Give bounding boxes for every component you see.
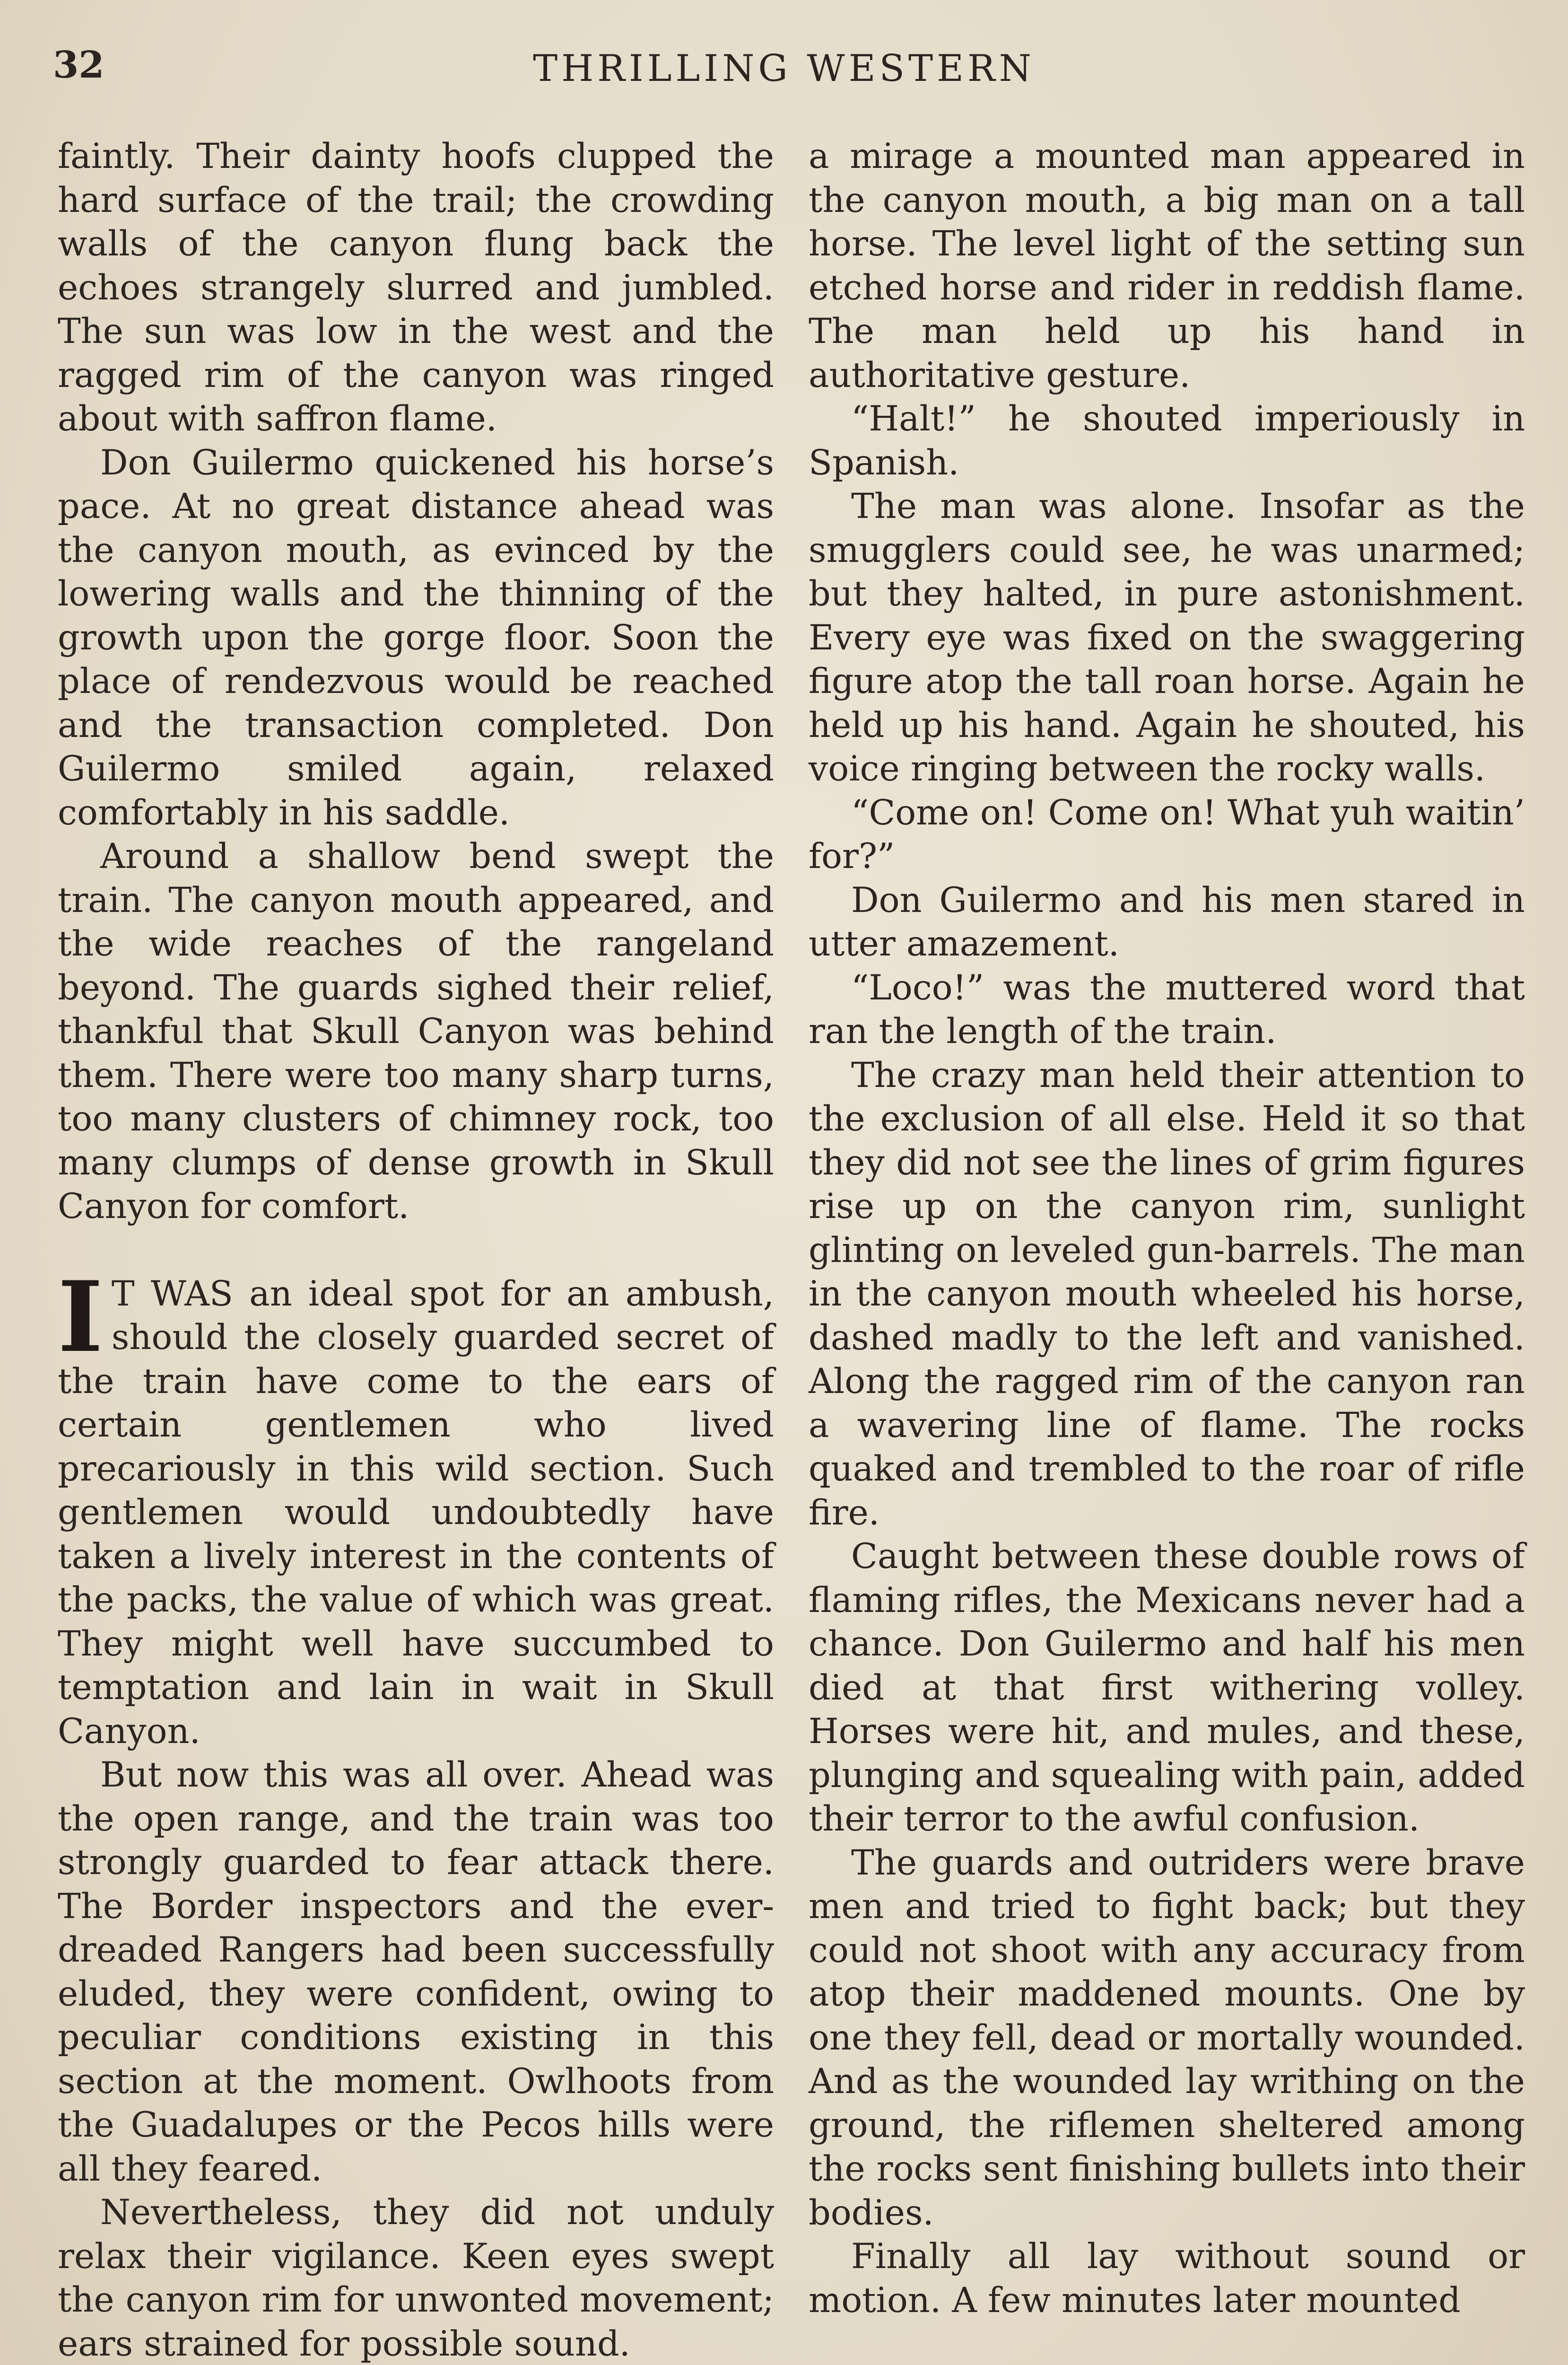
drop-cap: I xyxy=(58,1260,103,1374)
page-number: 32 xyxy=(53,44,105,87)
paragraph: “Halt!” he shouted imperiously in Spanish. xyxy=(809,399,1525,483)
paragraph: The crazy man held their attention to the exclusion of all else. Held it so that they did not see the lines of grim figures rise up on the canyon rim, sunlight glinting on leveled gun-barrels. The man in the canyon mouth wheeled his horse, dashed madly to the left and vanished. Along the ragged rim of the canyon ran a wavering line of flame. The rocks quaked and trembled to the roar of rifle fire. xyxy=(809,1055,1525,1533)
paragraph: a mirage a mounted man appeared in the canyon mouth, a big man on a tall horse. The level light of the setting sun etched horse and rider in reddish flame. The man held up his hand in authoritative gesture. xyxy=(809,136,1525,395)
paragraph: Finally all lay without sound or motion. A few minutes later mounted xyxy=(809,2236,1525,2321)
running-head: THRILLING WESTERN xyxy=(533,47,1035,90)
paragraph: Nevertheless, they did not unduly relax their vigilance. Keen eyes swept the canyon rim for unwonted movement; ears strained for possible sound. xyxy=(58,2192,774,2364)
right-column xyxy=(809,135,1525,2322)
paragraph: “Loco!” was the muttered word that ran the length of the train. xyxy=(809,967,1525,1051)
left-column xyxy=(58,135,774,2365)
paragraph-text: an ideal spot for an ambush, should the closely guarded secret of the train have come to the ears of certain gentlemen who lived precariously in this wild section. Such gentlemen would undoubtedly have taken a lively interest in the contents of the packs, the value of which was great. They might well have succumbed to temptation and lain in wait in Skull Canyon. xyxy=(58,1273,774,1752)
paragraph-dropcap xyxy=(58,1260,774,1754)
paragraph: Don Guilermo and his men stared in utter amazement. xyxy=(809,880,1525,964)
paragraph: Don Guilermo quickened his horse’s pace. At no great distance ahead was the canyon mouth, as evinced by the lowering walls and the thinning of the growth upon the gorge floor. Soon the place of rendezvous would be reached and the transaction completed. Don Guilermo smiled again, relaxed comfortably in his saddle. xyxy=(58,442,774,833)
paragraph: But now this was all over. Ahead was the open range, and the train was too strongly guarded to fear attack there. The Border inspectors and the ever-dreaded Rangers had been successfully eluded, they were confident, owing to peculiar conditions existing in this section at the moment. Owlhoots from the Guadalupes or the Pecos hills were all they feared. xyxy=(58,1755,774,2189)
paragraph: Around a shallow bend swept the train. The canyon mouth appeared, and the wide reaches of the rangeland beyond. The guards sighed their relief, thankful that Skull Canyon was behind them. There were too many sharp turns, too many clusters of chimney rock, too many clumps of dense growth in Skull Canyon for comfort. xyxy=(58,836,774,1226)
paragraph: Caught between these double rows of flaming rifles, the Mexicans never had a chance. Don Guilermo and half his men died at that first withering volley. Horses were hit, and mules, and these, plunging and squealing with pain, added their terror to the awful confusion. xyxy=(809,1536,1525,1839)
paragraph: The guards and outriders were brave men and tried to fight back; but they could not shoot with any accuracy from atop their maddened mounts. One by one they fell, dead or mortally wounded. And as the wounded lay writhing on the ground, the riflemen sheltered among the rocks sent finishing bullets into their bodies. xyxy=(809,1842,1525,2233)
paragraph: faintly. Their dainty hoofs clupped the hard surface of the trail; the crowding walls of the canyon flung back the echoes strangely slurred and jumbled. The sun was low in the west and the ragged rim of the canyon was ringed about with saffron flame. xyxy=(58,136,774,439)
section-break xyxy=(58,1229,774,1272)
paragraph: “Come on! Come on! What yuh waitin’ for?” xyxy=(809,792,1525,876)
paragraph: The man was alone. Insofar as the smugglers could see, he was unarmed; but they halted, in pure astonishment. Every eye was fixed on the swaggering figure atop the tall roan horse. Again he held up his hand. Again he shouted, his voice ringing between the rocky walls. xyxy=(809,486,1525,789)
lead-in: T WAS xyxy=(111,1273,233,1314)
